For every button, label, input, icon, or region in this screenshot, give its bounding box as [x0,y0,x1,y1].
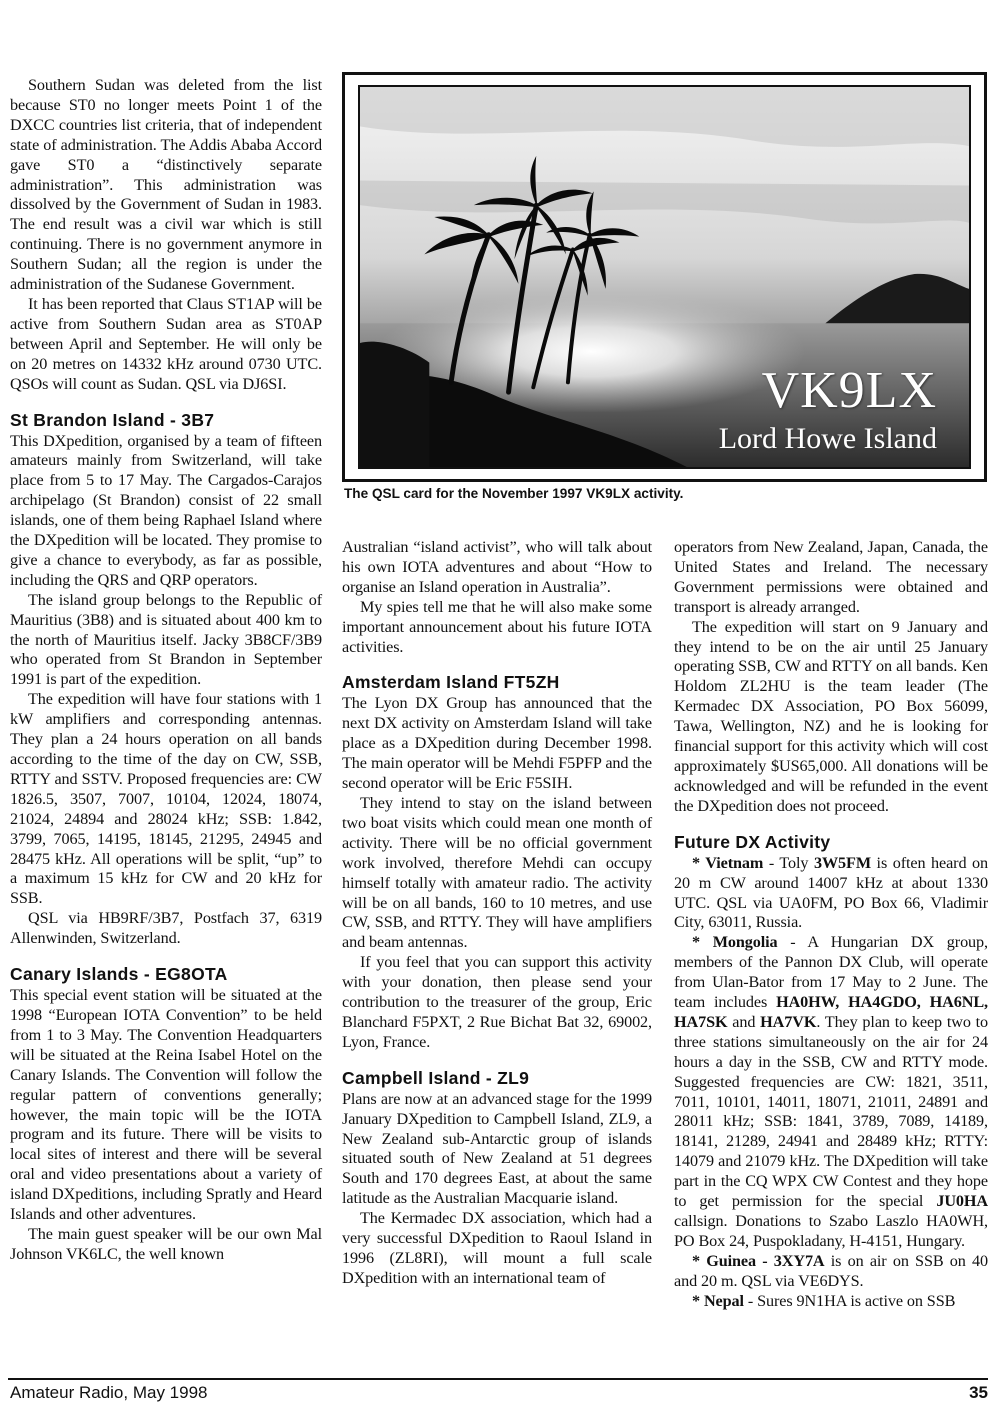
vietnam-text-a: - Toly [763,853,814,872]
heading-canary-islands: Canary Islands - EG8OTA [10,964,228,985]
nepal-text: - Sures 9N1HA is active on SSB [743,1291,956,1310]
paragraph-amsterdam-donation: If you feel that you can support this activity with your donation, then please send your contribution to the treasurer of the group, Eric Blanchard F5PXT, 2 Rue Bichat Bat 32, 69002, Lyon, France. [342,953,652,1051]
mongolia-text-a: - A Hungarian DX group, members of the Pannon DX Club, will operate from Ulan-Bator from 17 May to 2 June. The team includes [674,933,988,1012]
photo-caption: The QSL card for the November 1997 VK9LX activity. [344,486,684,501]
heading-future-dx: Future DX Activity [674,831,831,852]
guinea-label: * Guinea - 3XY7A [692,1251,825,1270]
footer-page-number: 35 [969,1383,988,1402]
paragraph-st1ap: It has been reported that Claus ST1AP will be active from Southern Sudan area as ST0AP between April and September. He will only be on 20 metres on 14332 kHz around 0730 UTC. QSOs will count as Sudan. QSL via DJ6SI. [10,294,322,393]
paragraph-operators: operators from New Zealand, Japan, Canada, the United States and Ireland. The necessary Government permissions were obtained and transport is already arranged. [674,538,988,616]
paragraph-brandon-frequencies: The expedition will have four stations with 1 kW amplifiers and corresponding antennas. They plan a 24 hours operation on all bands according to the time of the day on CW, SSB, RTTY and SSTV. Proposed frequencies are: CW 1826.5, 3507, 7007, 10104, 12024, 18074, 21024, 24894 and 28024 kHz; SSB: 1.842, 3799, 7065, 14195, 18145, 21295, 24945 and 28475 kHz. All operations will be split, “up” to a maximum 15 kHz for CW and 20 kHz for SSB. [10,690,322,908]
paragraph-nepal [674,1292,988,1312]
paragraph-amsterdam-intro: The Lyon DX Group has announced that the next DX activity on Amsterdam Island will take place as a DXpedition during December 1998. The main operator will be Mehdi F5PFP and the second operator will be Eric F5SIH. [342,694,652,793]
vietnam-label: * Vietnam [692,853,764,872]
footer-divider [8,1378,988,1380]
heading-campbell-island: Campbell Island - ZL9 [342,1067,530,1088]
mongolia-special-callsign: JU0HA [936,1192,988,1211]
mongolia-callsigns: HA0HW, HA4GDO, HA6NL, HA7SK [674,993,988,1031]
mongolia-and: and [727,1012,761,1031]
heading-st-brandon: St Brandon Island - 3B7 [10,409,215,430]
paragraph-brandon-mauritius: The island group belongs to the Republic of Mauritius (3B8) and is situated about 400 km to the north of Mauritius itself. Jacky 3B8CF/3B9 who operated from St Brandon in September 1991 is part of the expedition. [10,590,322,689]
qsl-card-photo [342,72,987,482]
qsl-place-name: Lord Howe Island [718,422,937,455]
paragraph-expedition-start: The expedition will start on 9 January and they intend to be on the air until 25 January operating SSB, CW and RTTY on all bands. Ken Holdom ZL2HU is the team leader (The Kermadec DX Association, PO Box 56099, Tawa, Wellington, NZ) and he is looking for financial support for this activity which will cost approximately $US65,000. All donations will be acknowledged and will be refunded in the event the DXpedition does not proceed. [674,617,988,815]
qsl-callsign: VK9LX [761,362,937,419]
guinea-text: is on air on SSB on 40 and 20 m. QSL via VE6DYS. [674,1251,989,1290]
mongolia-text-c: callsign. Donations to Szabo Laszlo HA0WH, PO Box 24, Puspokladany, H-4151, Hungary. [674,1212,988,1250]
paragraph-brandon-intro: This DXpedition, organised by a team of fifteen amateurs mainly from Switzerland, will take place from 5 to 17 May. The Cargados-Carajos archipelago (St Brandon) consist of 22 small islands, one of them being Raphael Island where the DXpedition will be located. They promise to give a chance to everybody, as far as possible, including the QRS and QRP operators. [10,431,322,589]
mongolia-text-b: . They plan to keep two to three stations simultaneously on the air for 24 hours a day in the SSB, CW and RTTY mode. Suggested frequencies are CW: 1821, 3511, 7011, 10101, 14011, 18071, 21011, 24891 and 28011 kHz; SSB: 1841, 3789, 7089, 14189, 18141, 21289, 24941 and 28489 kHz; RTTY: 14079 and 21079 kHz. The DXpedition will take part in the CQ WPX CW Contest and they hope to get permission for the special [674,1012,989,1211]
paragraph-guinea [674,1252,988,1292]
column-left [10,76,322,1265]
footer-publication: Amateur Radio, May 1998 [10,1383,208,1402]
paragraph-activist: Australian “island activist”, who will talk about his own IOTA adventures and about “How to organise an Island operation in Australia”. [342,538,652,596]
paragraph-canary-convention: This special event station will be situated at the 1998 “European IOTA Convention” to be held from 1 to 3 May. The Convention Headquarters will be situated at the Reina Isabel Hotel on the Canary Islands. The Convention will follow the regular pattern of conventions generally; however, the main topic will be the IOTA program and its future. There will be visits to local sites of interest and there will be several oral and video presentations about a variety of island DXpeditions, including Spratly and Heard Islands and other adventures. [10,986,322,1224]
mongolia-callsign-last: HA7VK [760,1012,817,1031]
paragraph-campbell-plans: Plans are now at an advanced stage for the 1999 January DXpedition to Campbell Island, ZL9, a New Zealand sub-Antarctic group of islands situated south of New Zealand at 51 degrees South and 170 degrees East, at about the same latitude as the Australian Macquarie island. [342,1089,652,1208]
vietnam-callsign: 3W5FM [813,853,872,872]
mongolia-label: * Mongolia [692,933,778,952]
column-middle [342,538,652,1289]
nepal-label: * Nepal [692,1291,744,1310]
vietnam-text-b: is often heard on 20 m CW around 14007 kHz at about 1330 UTC. QSL via UA0FM, PO Box 66, Vladimir City, 63011, Russia. [674,853,988,932]
paragraph-kermadec: The Kermadec DX association, which had a very successful DXpedition to Raoul Island in 1996 (ZL8RI), will mount a full scale DXpedition with an international team of [342,1209,652,1287]
paragraph-spies: My spies tell me that he will also make some important announcement about his future IOTA activities. [342,597,652,656]
paragraph-canary-speaker: The main guest speaker will be our own Mal Johnson VK6LC, the well known [10,1224,322,1263]
qsl-card-image [358,85,971,469]
column-right [674,538,988,1312]
paragraph-southern-sudan: Southern Sudan was deleted from the list because ST0 no longer meets Point 1 of the DXCC countries list criteria, that of independent state of administration. The Addis Ababa Accord gave ST0 a “distinctively separate administration”. This administration was dissolved by the Government of Sudan in 1983. The end result was a civil war which is still continuing. There is no government anymore in Southern Sudan; all the region is under the administration of the Sudanese Government. [10,76,322,294]
paragraph-amsterdam-stay: They intend to stay on the island between two boat visits which could mean one month of activity. There will be no official government work involved, therefore Mehdi can occupy himself totally with amateur radio. The activity will be on all bands, 160 to 10 metres, and use CW, SSB, and RTTY. They will have amplifiers and beam antennas. [342,793,652,952]
paragraph-vietnam [674,854,988,934]
paragraph-brandon-qsl: QSL via HB9RF/3B7, Postfach 37, 6319 Allenwinden, Switzerland. [10,909,322,948]
heading-amsterdam-island: Amsterdam Island FT5ZH [342,672,560,693]
paragraph-mongolia [674,933,988,1252]
